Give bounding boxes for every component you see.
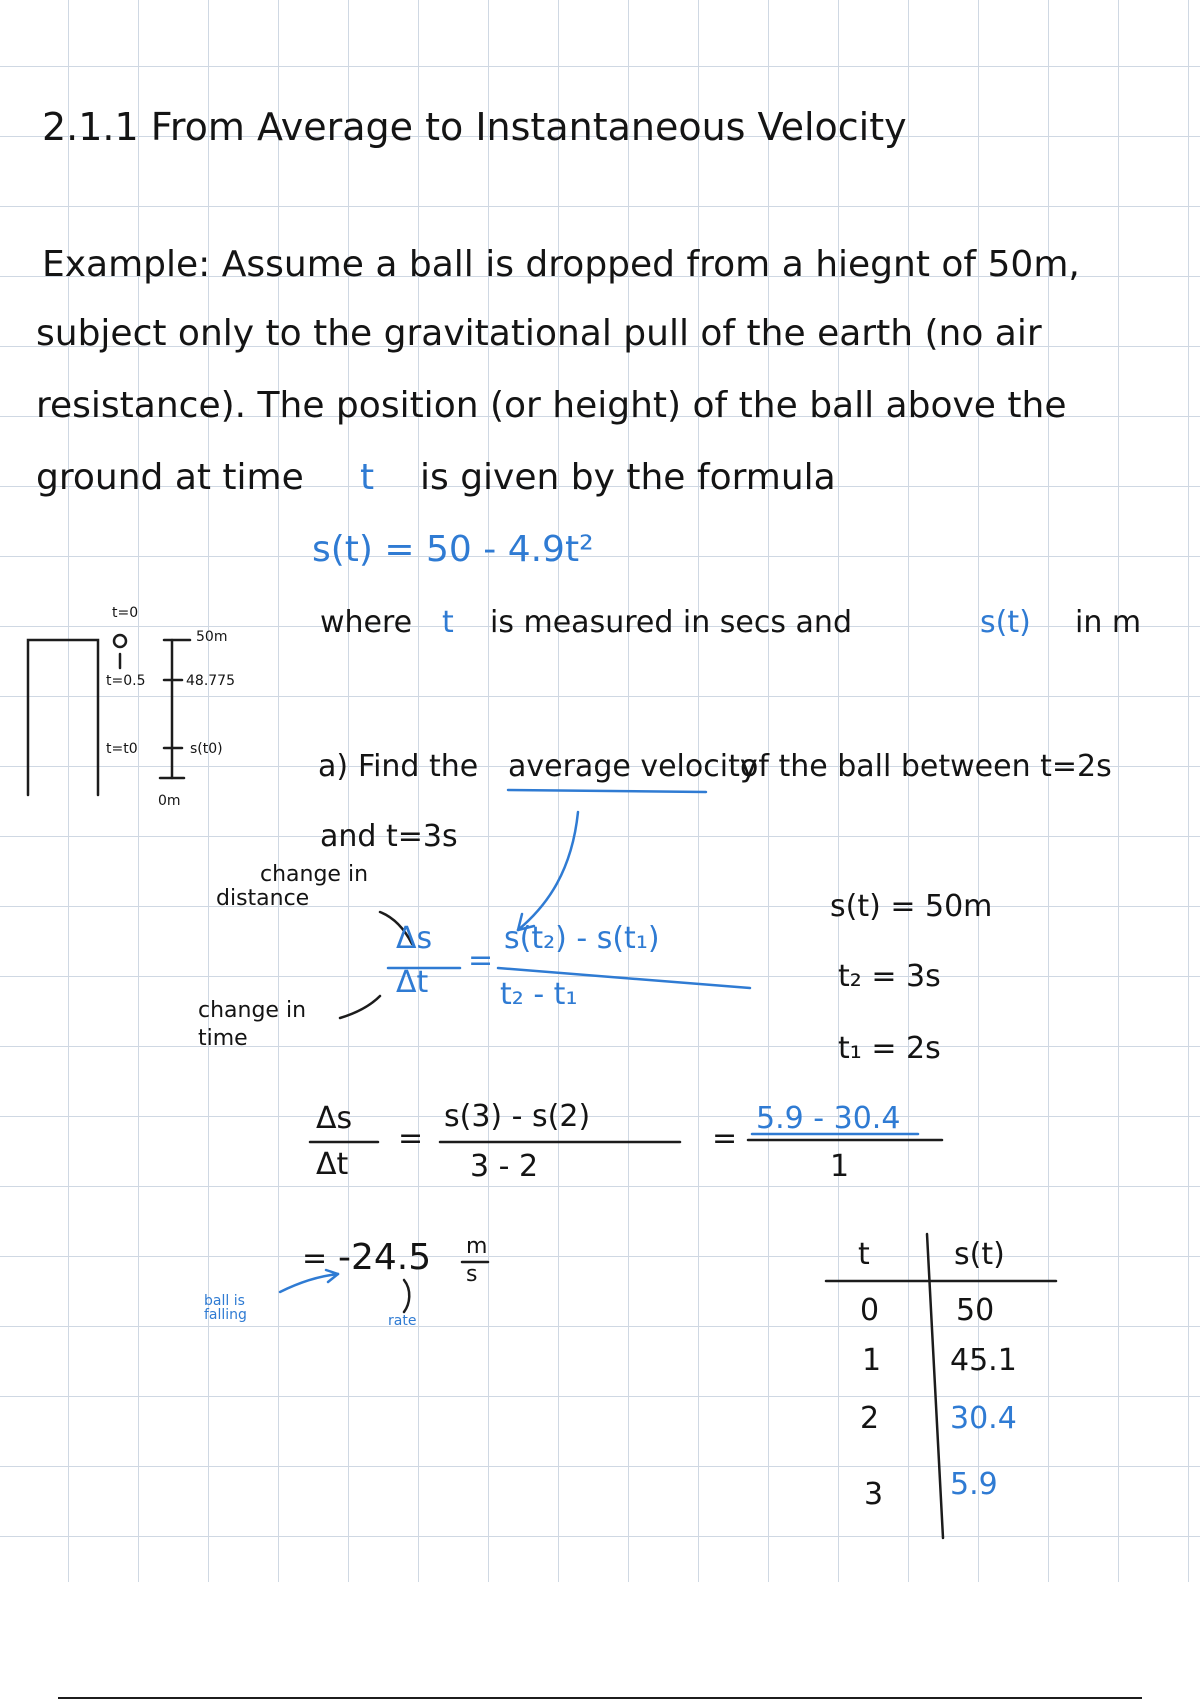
table-column-rule <box>927 1234 943 1538</box>
diagram-48775: 48.775 <box>186 673 235 689</box>
calc-right-numerator: 5.9 - 30.4 <box>756 1101 901 1136</box>
table-row-s: 5.9 <box>950 1467 998 1502</box>
table-header-st: s(t) <box>954 1237 1005 1272</box>
diagram-50m: 50m <box>196 629 228 645</box>
table-row-t: 0 <box>860 1293 880 1328</box>
diagram-t05: t=0.5 <box>106 673 146 689</box>
table-row-s: 45.1 <box>950 1343 1017 1378</box>
rate-note: rate <box>388 1313 417 1329</box>
given-t2: t₂ = 3s <box>838 959 941 994</box>
example-line-2: subject only to the gravitational pull of the earth (no air <box>36 313 1042 354</box>
table-row-t: 3 <box>864 1477 884 1512</box>
part-a-text1: Find the <box>358 749 479 784</box>
diagram-t0: t=0 <box>112 605 139 621</box>
average-velocity-underline <box>508 790 706 792</box>
table-row-s: 50 <box>956 1293 995 1328</box>
calc-middle-numerator: s(3) - s(2) <box>444 1099 591 1134</box>
page-title: 2.1.1 From Average to Instantaneous Velocity <box>42 105 907 149</box>
rate-pointer <box>404 1280 409 1312</box>
where-b: is measured in secs and <box>490 605 852 640</box>
calc-middle-denominator: 3 - 2 <box>470 1149 539 1184</box>
time-label: time <box>198 1026 248 1051</box>
calc-denominator: Δt <box>316 1147 349 1182</box>
unit-denominator: s <box>466 1262 478 1287</box>
position-formula: s(t) = 50 - 4.9t² <box>312 529 594 570</box>
fraction1-equals: = <box>468 943 494 978</box>
fraction1-numerator: Δs <box>396 921 433 956</box>
example-line-1: Example: Assume a ball is dropped from a hiegnt of 50m, <box>42 244 1080 285</box>
example-line-4-t: t <box>360 457 375 498</box>
table-header-t: t <box>858 1237 870 1272</box>
fraction1-denominator: Δt <box>396 965 429 1000</box>
result-equals: = <box>302 1241 328 1276</box>
diagram-st0: s(t0) <box>190 741 223 757</box>
calc-equals-2: = <box>712 1121 738 1156</box>
calc-numerator: Δs <box>316 1101 353 1136</box>
table-row-t: 1 <box>862 1343 882 1378</box>
arrow-to-fraction <box>518 812 578 930</box>
where-t: t <box>442 605 454 640</box>
where-a: where <box>320 605 413 640</box>
part-a-line2: and t=3s <box>320 819 458 854</box>
calc-equals-1: = <box>398 1121 424 1156</box>
distance-label: distance <box>216 886 310 911</box>
building-outline <box>28 640 98 795</box>
where-c: in m <box>1075 605 1142 640</box>
ball-falling-note: ball is falling <box>204 1293 247 1323</box>
table-row-s: 30.4 <box>950 1401 1017 1436</box>
table-row-t: 2 <box>860 1401 880 1436</box>
change-in-label: change in <box>260 862 369 887</box>
part-a-label: a) <box>318 749 349 784</box>
given-t1: t₁ = 2s <box>838 1031 941 1066</box>
example-line-4a: ground at time <box>36 457 304 498</box>
example-line-3: resistance). The position (or height) of the ball above the <box>36 385 1067 426</box>
given-st: s(t) = 50m <box>830 889 993 924</box>
average-velocity-result: -24.5 <box>338 1237 432 1278</box>
where-st: s(t) <box>980 605 1031 640</box>
diagram-ground: 0m <box>158 793 181 809</box>
unit-numerator: m <box>466 1234 488 1259</box>
part-a-underlined: average velocity <box>508 749 758 784</box>
diagram-tt0: t=t0 <box>106 741 138 757</box>
falling-arrow <box>280 1274 338 1292</box>
ball-icon <box>114 635 126 647</box>
fraction1-right-numerator: s(t₂) - s(t₁) <box>504 921 660 956</box>
example-line-4b: is given by the formula <box>420 457 836 498</box>
change-in-time-label: change in <box>198 998 307 1023</box>
time-pointer <box>340 996 380 1018</box>
fraction1-right-denominator: t₂ - t₁ <box>500 977 578 1012</box>
part-a-text2: of the ball between t=2s <box>740 749 1112 784</box>
calc-right-denominator: 1 <box>830 1149 850 1184</box>
